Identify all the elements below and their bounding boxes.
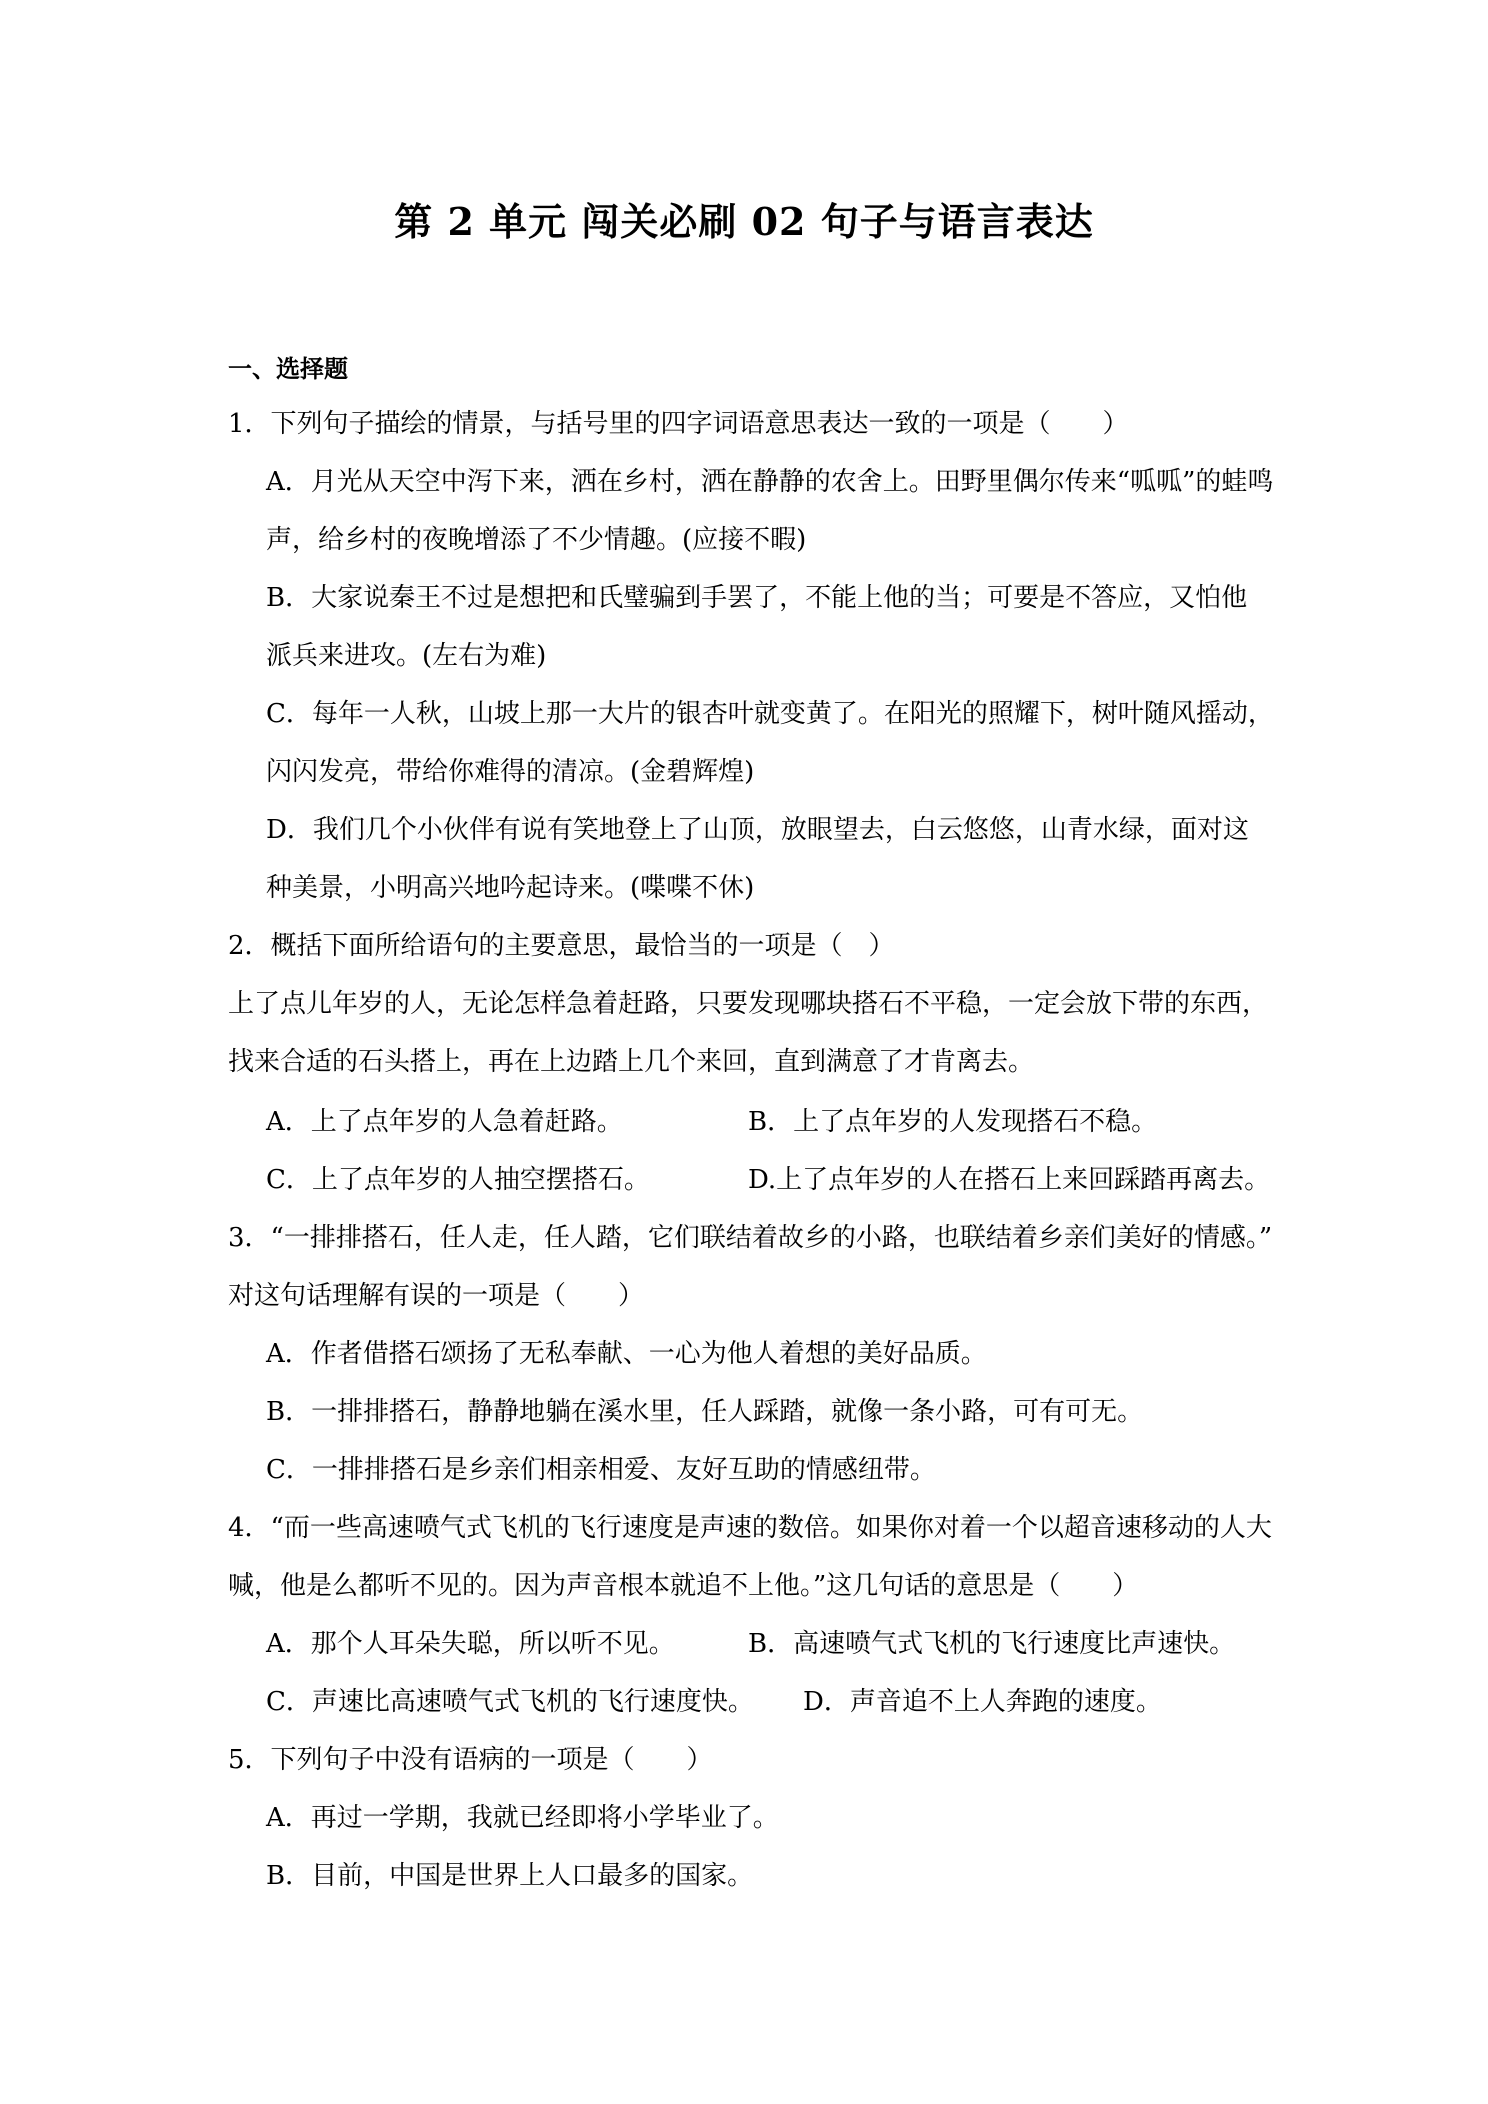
question-4-option-d: D．声音追不上人奔跑的速度。	[803, 1687, 1162, 1717]
question-2-option-a: A．上了点年岁的人急着赶路。	[266, 1107, 623, 1137]
question-1-option-b: B．大家说秦王不过是想把和氏璧骗到手罢了，不能上他的当；可要是不答应，又怕他	[266, 583, 1248, 613]
question-1-option-b-cont: 派兵来进攻。(左右为难)	[266, 641, 547, 671]
question-1-option-c: C．每年一人秋，山坡上那一大片的银杏叶就变黄了。在阳光的照耀下，树叶随风摇动，	[266, 699, 1274, 729]
question-1-option-d-cont: 种美景，小明高兴地吟起诗来。(喋喋不休)	[266, 873, 755, 903]
question-5-option-b: B．目前，中国是世界上人口最多的国家。	[266, 1861, 754, 1891]
question-4-option-a: A．那个人耳朵失聪，所以听不见。	[266, 1629, 675, 1659]
section-heading: 一、选择题	[228, 354, 348, 383]
question-4-option-b: B．高速喷气式飞机的飞行速度比声速快。	[748, 1629, 1236, 1659]
question-3-option-b: B．一排排搭石，静静地躺在溪水里，任人踩踏，就像一条小路，可有可无。	[266, 1397, 1144, 1427]
question-5-stem: 5．下列句子中没有语病的一项是（ ）	[228, 1745, 713, 1775]
question-2-option-b: B．上了点年岁的人发现搭石不稳。	[748, 1107, 1158, 1137]
question-3-stem-cont: 对这句话理解有误的一项是（ ）	[228, 1281, 645, 1311]
question-1-option-a-cont: 声，给乡村的夜晚增添了不少情趣。(应接不暇)	[266, 525, 807, 555]
question-1-option-d: D．我们几个小伙伴有说有笑地登上了山顶，放眼望去，白云悠悠，山青水绿，面对这	[266, 815, 1249, 845]
question-2-option-d: D.上了点年岁的人在搭石上来回踩踏再离去。	[748, 1165, 1271, 1195]
question-4-stem: 4．“而一些高速喷气式飞机的飞行速度是声速的数倍。如果你对着一个以超音速移动的人大	[228, 1513, 1272, 1543]
question-2-passage-cont: 找来合适的石头搭上，再在上边踏上几个来回，直到满意了才肯离去。	[228, 1047, 1035, 1077]
question-3-option-c: C．一排排搭石是乡亲们相亲相爱、友好互助的情感纽带。	[266, 1455, 936, 1485]
question-1-option-a: A．月光从天空中泻下来，洒在乡村，洒在静静的农舍上。田野里偶尔传来“呱呱”的蛙鸣	[266, 467, 1274, 497]
question-1-stem: 1．下列句子描绘的情景，与括号里的四字词语意思表达一致的一项是（ ）	[228, 409, 1129, 439]
question-5-option-a: A．再过一学期，我就已经即将小学毕业了。	[266, 1803, 779, 1833]
question-1-option-c-cont: 闪闪发亮，带给你难得的清凉。(金碧辉煌)	[266, 757, 755, 787]
question-2-passage: 上了点儿年岁的人，无论怎样急着赶路，只要发现哪块搭石不平稳，一定会放下带的东西，	[228, 989, 1269, 1019]
question-3-option-a: A．作者借搭石颂扬了无私奉献、一心为他人着想的美好品质。	[266, 1339, 987, 1369]
question-2-option-c: C．上了点年岁的人抽空摆搭石。	[266, 1165, 650, 1195]
question-3-stem: 3．“一排排搭石，任人走，任人踏，它们联结着故乡的小路，也联结着乡亲们美好的情感。”	[228, 1223, 1273, 1253]
question-4-option-c: C．声速比高速喷气式飞机的飞行速度快。	[266, 1687, 754, 1717]
question-2-stem: 2．概括下面所给语句的主要意思，最恰当的一项是（ ）	[228, 931, 895, 961]
page-title: 第 2 单元 闯关必刷 02 句子与语言表达	[394, 199, 1094, 244]
question-4-stem-cont: 喊，他是么都听不见的。因为声音根本就追不上他。”这几句话的意思是（ ）	[228, 1571, 1139, 1601]
